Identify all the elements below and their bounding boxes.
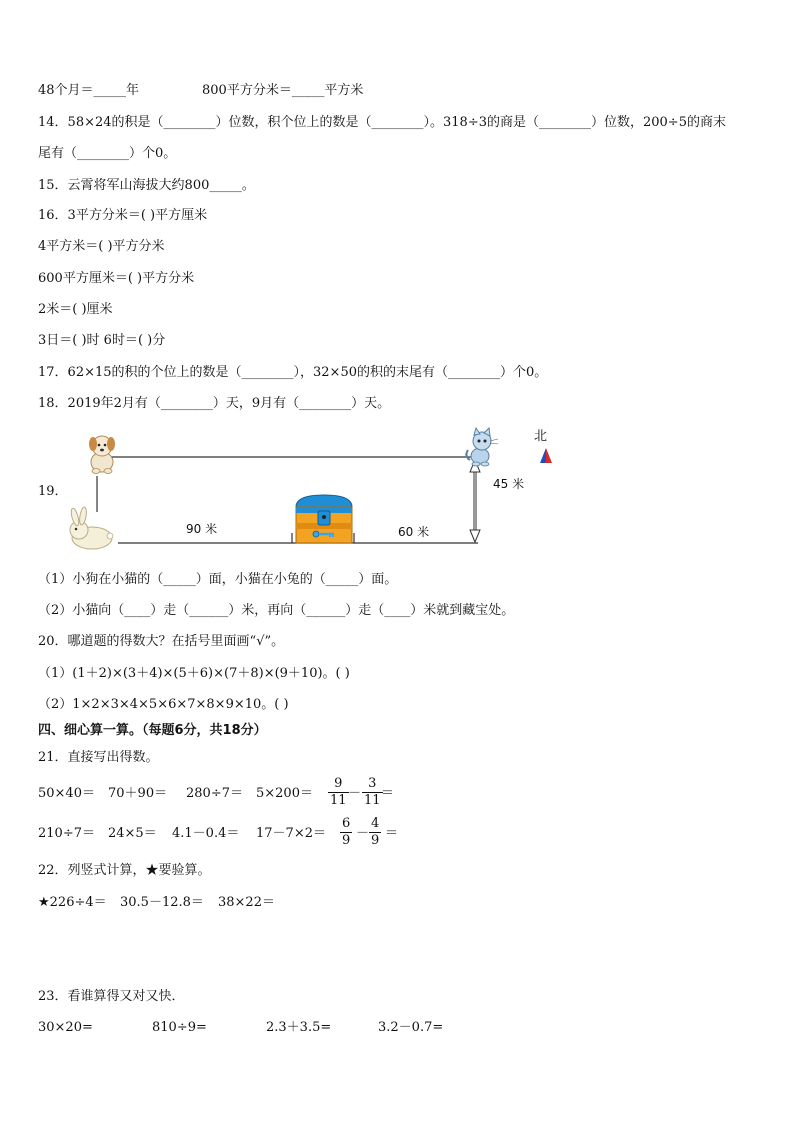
question-18: 18．2019年2月有（________）天，9月有（________）天。 [38,396,391,411]
q21-fraction-6-9 [340,816,352,849]
dog-icon [89,436,115,474]
q21-item: 4.1－0.4＝ [172,826,240,841]
treasure-chest-icon [296,495,352,543]
q21-item: 280÷7＝ [186,786,243,801]
minus-sign: － [348,786,362,801]
q21-item: 210÷7＝ [38,826,95,841]
treasure-map-figure [0,420,794,560]
distance-60-label: 60 米 [398,525,430,539]
fraction-numerator: 6 [342,816,351,831]
question-17: 17．62×15的积的个位上的数是（________），32×50的积的末尾有（________）个0。 [38,365,548,380]
question-14-line2: 尾有（________）个0。 [38,146,177,161]
question-22-title: 22．列竖式计算，★要验算。 [38,863,211,878]
q21-fraction-9-11 [328,776,349,809]
q21-item: 50×40＝ [38,786,95,801]
fraction-denominator: 11 [364,793,381,808]
q13-part1: 48个月＝_____年 [38,83,140,98]
q13-part2: 800平方分米＝_____平方米 [202,83,364,98]
q21-fraction-4-9 [369,816,381,849]
minus-sign: － [356,826,370,841]
north-arrow-icon [540,448,552,463]
fraction-denominator: 11 [330,793,347,808]
question-19-number: 19． [38,484,68,499]
q21-item: 5×200＝ [256,786,313,801]
q23-item: 810÷9= [152,1020,207,1035]
q21-fraction-3-11 [362,776,383,809]
q23-item: 30×20= [38,1020,93,1035]
question-20-sub2: （2）1×2×3×4×5×6×7×8×9×10。( ) [38,697,289,712]
question-16-line2: 4平方米＝( )平方分米 [38,239,165,254]
question-19-sub2: （2）小猫向（____）走（______）米，再向（______）走（____）米就到藏宝处。 [38,603,515,618]
q22-item: 30.5－12.8＝ [120,895,204,910]
cat-icon [466,428,498,466]
north-label: 北 [534,429,548,444]
question-21-title: 21．直接写出得数。 [38,750,159,765]
question-16-line5: 3日＝( )时 6时＝( )分 [38,333,166,348]
rabbit-icon [70,507,113,549]
fraction-numerator: 3 [362,776,383,793]
question-15: 15．云霄将军山海拔大约800_____。 [38,178,255,193]
fraction-numerator: 4 [371,816,380,831]
question-19-sub1: （1）小狗在小猫的（_____）面，小猫在小兔的（_____）面。 [38,572,398,587]
question-20-title: 20．哪道题的得数大？在括号里面画“√”。 [38,634,285,649]
q23-item: 3.2－0.7= [378,1020,444,1035]
question-20-sub1: （1）(1＋2)×(3＋4)×(5＋6)×(7＋8)×(9＋10)。( ) [38,666,350,681]
equals-sign: ＝ [385,826,399,841]
question-14-line1: 14．58×24的积是（________）位数，积个位上的数是（________）。318÷3的商是（________）位数，200÷5的商末 [38,115,726,130]
q21-item: 24×5＝ [108,826,157,841]
q22-item: 38×22＝ [218,895,275,910]
section-4-heading: 四、细心算一算。（每题6分，共18分） [38,723,267,738]
q23-item: 2.3＋3.5= [266,1020,332,1035]
vertical-double-arrow [470,460,480,542]
q22-item: ★226÷4＝ [38,895,107,910]
q21-item: 70＋90＝ [108,786,168,801]
distance-45-label: 45 米 [493,477,525,491]
question-16-line4: 2米＝( )厘米 [38,302,113,317]
q21-item: 17－7×2＝ [256,826,326,841]
fraction-denominator: 9 [342,833,351,848]
fraction-numerator: 9 [328,776,349,793]
equals-sign: ＝ [381,786,395,801]
question-16-line3: 600平方厘米＝( )平方分米 [38,271,195,286]
question-16-line1: 16．3平方分米＝( )平方厘米 [38,208,208,223]
fraction-denominator: 9 [371,833,380,848]
question-23-title: 23．看谁算得又对又快． [38,989,185,1004]
distance-90-label: 90 米 [186,522,218,536]
